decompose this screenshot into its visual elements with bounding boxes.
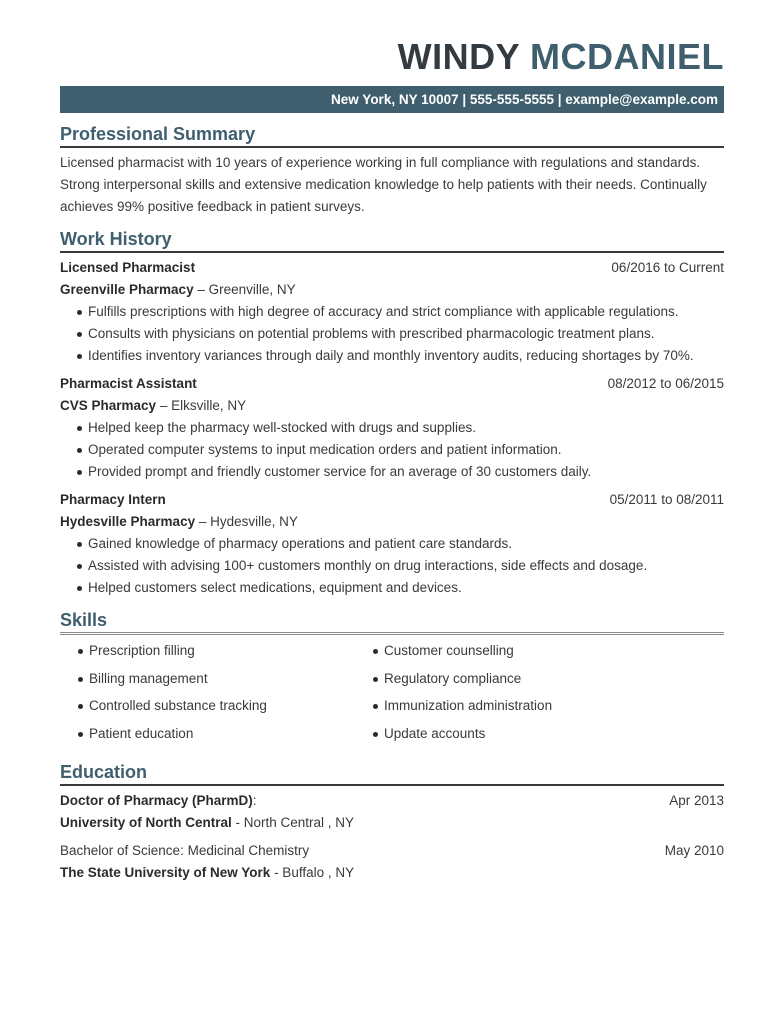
job-bullets [60, 533, 724, 599]
job-bullets [60, 301, 724, 367]
skills-grid [60, 637, 724, 747]
resume-page [60, 0, 724, 884]
employer-name: CVS Pharmacy [60, 398, 157, 413]
job-title: Licensed Pharmacist [60, 260, 196, 275]
skill-item: Update accounts [355, 720, 655, 748]
summary-text: Licensed pharmacist with 10 years of experience working in full compliance with regulations and standards. Strong interpersonal skills and extensive medication knowledge to help patients with their needs. Continually achieves 99% positive feedback in patient surveys. [60, 155, 707, 214]
list-item: Assisted with advising 100+ customers monthly on drug interactions, side effects and dosage. [88, 555, 724, 577]
skills-heading: Skills [60, 609, 724, 635]
degree-name: Doctor of Pharmacy (PharmD) [60, 793, 253, 808]
job-title: Pharmacy Intern [60, 492, 166, 507]
list-item: Identifies inventory variances through daily and monthly inventory audits, reducing shortages by 70%. [88, 345, 724, 367]
job-dates: 08/2012 to 06/2015 [607, 376, 724, 391]
school-name: The State University of New York [60, 865, 271, 880]
employer-location: – Greenville, NY [193, 282, 296, 297]
skill-item: Billing management [60, 665, 355, 693]
job-entry [60, 257, 724, 367]
list-item: Fulfills prescriptions with high degree of accuracy and strict compliance with applicable regulations. [88, 301, 724, 323]
skill-item: Immunization administration [355, 692, 655, 720]
job-title: Pharmacist Assistant [60, 376, 197, 391]
job-entry [60, 373, 724, 483]
school-name: University of North Central [60, 815, 232, 830]
last-name: MCDANIEL [530, 36, 724, 77]
skill-item: Patient education [60, 720, 355, 748]
skill-item: Prescription filling [60, 637, 355, 665]
school-location: - Buffalo , NY [270, 865, 355, 880]
degree-name: Bachelor of Science: Medicinal Chemistry [60, 843, 310, 858]
employer-location: – Hydesville, NY [195, 514, 298, 529]
education-entry [60, 790, 724, 834]
skill-item: Controlled substance tracking [60, 692, 355, 720]
summary-heading: Professional Summary [60, 123, 724, 148]
candidate-name [60, 36, 724, 78]
school-location: - North Central , NY [231, 815, 355, 830]
job-bullets [60, 417, 724, 483]
employer-location: – Elksville, NY [156, 398, 247, 413]
job-entry [60, 489, 724, 599]
job-dates: 05/2011 to 08/2011 [609, 492, 724, 507]
education-heading: Education [60, 761, 724, 786]
list-item: Gained knowledge of pharmacy operations and patient care standards. [88, 533, 724, 555]
graduation-date: Apr 2013 [669, 793, 724, 808]
list-item: Provided prompt and friendly customer service for an average of 30 customers daily. [88, 461, 724, 483]
education-entry [60, 840, 724, 884]
graduation-date: May 2010 [664, 843, 724, 858]
degree-suffix: : [252, 793, 257, 808]
employer-name: Greenville Pharmacy [60, 282, 194, 297]
first-name: WINDY [397, 36, 520, 77]
contact-bar: New York, NY 10007 | 555-555-5555 | example@example.com [60, 86, 724, 113]
list-item: Helped keep the pharmacy well-stocked with drugs and supplies. [88, 417, 724, 439]
work-history-heading: Work History [60, 228, 724, 253]
employer-name: Hydesville Pharmacy [60, 514, 196, 529]
job-dates: 06/2016 to Current [611, 260, 724, 275]
list-item: Helped customers select medications, equipment and devices. [88, 577, 724, 599]
list-item: Operated computer systems to input medication orders and patient information. [88, 439, 724, 461]
list-item: Consults with physicians on potential problems with prescribed pharmacologic treatment plans. [88, 323, 724, 345]
skill-item: Customer counselling [355, 637, 655, 665]
skill-item: Regulatory compliance [355, 665, 655, 693]
